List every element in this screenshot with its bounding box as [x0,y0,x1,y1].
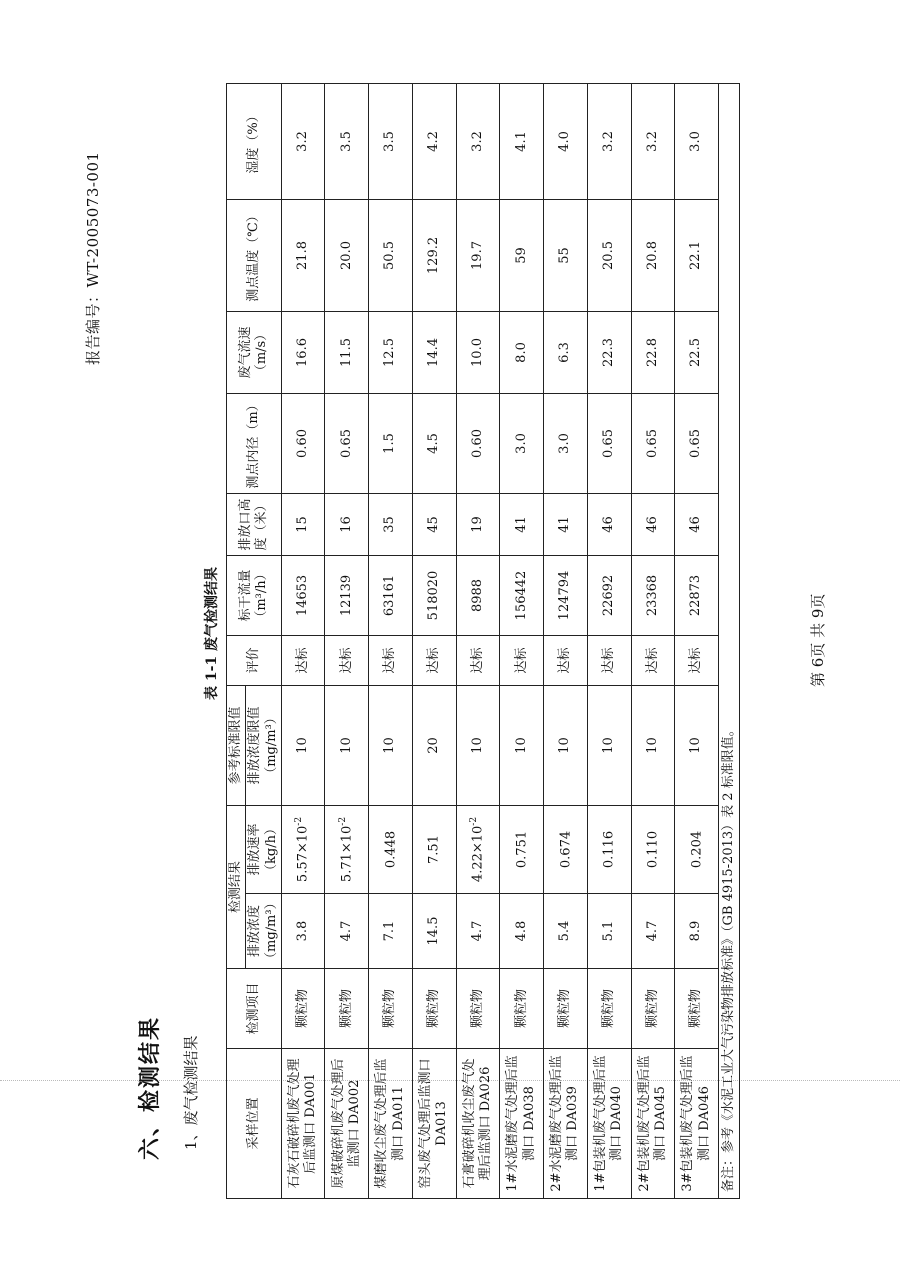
rate-mantissa: 0.674 [557,830,573,869]
cell-limit: 10 [631,685,675,805]
cell-flow: 14653 [281,555,325,635]
cell-location: 石灰石破碎机废气处理后监测口 DA001 [281,1049,325,1199]
cell-evaluation: 达标 [544,635,588,685]
cell-rate [412,805,456,893]
table-header-row [227,83,246,1198]
cell-humidity: 3.5 [369,83,413,199]
cell-velocity: 6.3 [544,311,588,393]
cell-diameter: 1.5 [369,393,413,493]
cell-velocity: 22.3 [587,311,631,393]
header-height: 排放口高度（米） [227,493,282,555]
cell-humidity: 3.5 [325,83,369,199]
table-row [325,83,369,1198]
header-flow: 标干流量（m³/h） [227,555,282,635]
cell-diameter: 0.60 [456,393,500,493]
cell-temperature: 20.0 [325,199,369,311]
header-humidity: 湿度（%） [227,83,282,199]
page-footer: 第 6页 共 9页 [809,593,827,687]
cell-item: 颗粒物 [544,969,588,1049]
table-row [675,83,719,1198]
cell-item: 颗粒物 [675,969,719,1049]
cell-velocity: 11.5 [325,311,369,393]
cell-item: 颗粒物 [456,969,500,1049]
cell-item: 颗粒物 [631,969,675,1049]
table-row [456,83,500,1198]
cell-item: 颗粒物 [587,969,631,1049]
cell-temperature: 129.2 [412,199,456,311]
cell-concentration: 4.8 [500,894,544,969]
cell-evaluation: 达标 [675,635,719,685]
cell-height: 35 [369,493,413,555]
cell-temperature: 20.5 [587,199,631,311]
cell-velocity: 22.5 [675,311,719,393]
rate-mantissa: 5.57×10 [295,825,311,883]
cell-limit: 10 [369,685,413,805]
cell-flow: 22873 [675,555,719,635]
cell-concentration: 7.1 [369,894,413,969]
header-result-group: 检测结果 [227,805,246,968]
header-limit: 排放浓度限值（mg/m³） [246,685,282,805]
cell-limit: 10 [281,685,325,805]
rate-mantissa: 4.22×10 [470,825,486,883]
rate-mantissa: 0.751 [514,830,530,869]
cell-velocity: 16.6 [281,311,325,393]
cell-item: 颗粒物 [369,969,413,1049]
cell-location: 窑头废气处理后监测口 DA013 [412,1049,456,1199]
table-body [281,83,718,1198]
header-rate: 排放速率（kg/h） [246,805,282,893]
cell-diameter: 0.65 [587,393,631,493]
cell-height: 16 [325,493,369,555]
rate-mantissa: 0.448 [383,830,399,869]
cell-humidity: 3.2 [631,83,675,199]
cell-limit: 10 [587,685,631,805]
cell-evaluation: 达标 [500,635,544,685]
cell-humidity: 4.2 [412,83,456,199]
cell-diameter: 3.0 [544,393,588,493]
rate-mantissa: 0.110 [645,830,661,869]
cell-location: 1#包装机废气处理后监测口 DA040 [587,1049,631,1199]
cell-humidity: 4.0 [544,83,588,199]
cell-temperature: 59 [500,199,544,311]
cell-location: 石膏破碎机收尘废气处理后监测口 DA026 [456,1049,500,1199]
cell-flow: 156442 [500,555,544,635]
cell-item: 颗粒物 [412,969,456,1049]
table-note: 备注：参考《水泥工业大气污染物排放标准》（GB 4915-2013）表 2 标准限值。 [719,83,740,1198]
cell-concentration: 3.8 [281,894,325,969]
cell-location: 3#包装机废气处理后监测口 DA046 [675,1049,719,1199]
header-evaluation: 评价 [227,635,282,685]
exhaust-gas-table-container [226,84,740,1199]
cell-temperature: 21.8 [281,199,325,311]
cell-item: 颗粒物 [325,969,369,1049]
cell-flow: 8988 [456,555,500,635]
cell-height: 15 [281,493,325,555]
cell-flow: 124794 [544,555,588,635]
cell-humidity: 4.1 [500,83,544,199]
header-concentration: 排放浓度（mg/m³） [246,894,282,969]
cell-rate [456,805,500,893]
cell-evaluation: 达标 [412,635,456,685]
cell-humidity: 3.2 [281,83,325,199]
cell-velocity: 22.8 [631,311,675,393]
rate-exponent: -2 [294,816,305,826]
cell-rate [369,805,413,893]
cell-item: 颗粒物 [281,969,325,1049]
cell-limit: 10 [500,685,544,805]
cell-humidity: 3.0 [675,83,719,199]
table-row [412,83,456,1198]
header-item: 检测项目 [227,969,282,1049]
cell-height: 46 [675,493,719,555]
cell-flow: 22692 [587,555,631,635]
cell-concentration: 8.9 [675,894,719,969]
cell-evaluation: 达标 [281,635,325,685]
cell-height: 19 [456,493,500,555]
cell-rate [587,805,631,893]
cell-evaluation: 达标 [325,635,369,685]
cell-rate [500,805,544,893]
cell-humidity: 3.2 [587,83,631,199]
cell-velocity: 14.4 [412,311,456,393]
cell-temperature: 55 [544,199,588,311]
cell-concentration: 5.1 [587,894,631,969]
cell-diameter: 0.65 [325,393,369,493]
cell-concentration: 4.7 [631,894,675,969]
table-row [500,83,544,1198]
cell-rate [325,805,369,893]
cell-humidity: 3.2 [456,83,500,199]
cell-flow: 63161 [369,555,413,635]
cell-limit: 10 [456,685,500,805]
cell-flow: 23368 [631,555,675,635]
cell-evaluation: 达标 [631,635,675,685]
header-standard-group: 参考标准限值 [227,685,246,805]
cell-limit: 20 [412,685,456,805]
exhaust-gas-table [226,83,740,1199]
cell-diameter: 3.0 [500,393,544,493]
cell-height: 46 [631,493,675,555]
rate-mantissa: 7.51 [426,835,442,864]
cell-height: 46 [587,493,631,555]
table-row [631,83,675,1198]
header-location: 采样位置 [227,1049,282,1199]
cell-concentration: 4.7 [325,894,369,969]
cell-location: 2#包装机废气处理后监测口 DA045 [631,1049,675,1199]
rate-mantissa: 5.71×10 [339,825,355,883]
header-velocity: 废气流速（m/s） [227,311,282,393]
cell-concentration: 14.5 [412,894,456,969]
cell-limit: 10 [675,685,719,805]
cell-location: 煤磨收尘废气处理后监测口 DA011 [369,1049,413,1199]
cell-location: 2#水泥磨废气处理后监测口 DA039 [544,1049,588,1199]
cell-evaluation: 达标 [587,635,631,685]
rate-exponent: -2 [469,816,480,826]
cell-diameter: 0.60 [281,393,325,493]
cell-rate [281,805,325,893]
rate-mantissa: 0.204 [689,830,705,869]
rate-mantissa: 0.116 [601,830,617,869]
cell-height: 45 [412,493,456,555]
cell-flow: 12139 [325,555,369,635]
header-diameter: 测点内径（m） [227,393,282,493]
section-title: 六、检测结果 [137,1015,163,1160]
cell-diameter: 0.65 [675,393,719,493]
cell-location: 1#水泥磨废气处理后监测口 DA038 [500,1049,544,1199]
table-row [281,83,325,1198]
table-caption: 表 1-1 废气检测结果 [204,566,220,700]
table-row [544,83,588,1198]
cell-rate [544,805,588,893]
cell-item: 颗粒物 [500,969,544,1049]
table-row [369,83,413,1198]
cell-height: 41 [500,493,544,555]
cell-evaluation: 达标 [369,635,413,685]
cell-temperature: 19.7 [456,199,500,311]
rate-exponent: -2 [338,816,349,826]
table-row [587,83,631,1198]
table-note-row [719,83,740,1198]
cell-velocity: 10.0 [456,311,500,393]
cell-temperature: 20.8 [631,199,675,311]
report-number: 报告编号：WT-2005073-001 [84,151,102,365]
cell-temperature: 50.5 [369,199,413,311]
cell-velocity: 8.0 [500,311,544,393]
cell-rate [631,805,675,893]
header-temperature: 测点温度（℃） [227,199,282,311]
cell-evaluation: 达标 [456,635,500,685]
cell-velocity: 12.5 [369,311,413,393]
cell-limit: 10 [325,685,369,805]
cell-diameter: 0.65 [631,393,675,493]
cell-rate [675,805,719,893]
cell-limit: 10 [544,685,588,805]
cell-temperature: 22.1 [675,199,719,311]
cell-height: 41 [544,493,588,555]
cell-concentration: 5.4 [544,894,588,969]
cell-location: 原煤破碎机废气处理后监测口 DA002 [325,1049,369,1199]
cell-diameter: 4.5 [412,393,456,493]
cell-flow: 518020 [412,555,456,635]
cell-concentration: 4.7 [456,894,500,969]
subsection-title: 1、废气检测结果 [182,1035,200,1150]
